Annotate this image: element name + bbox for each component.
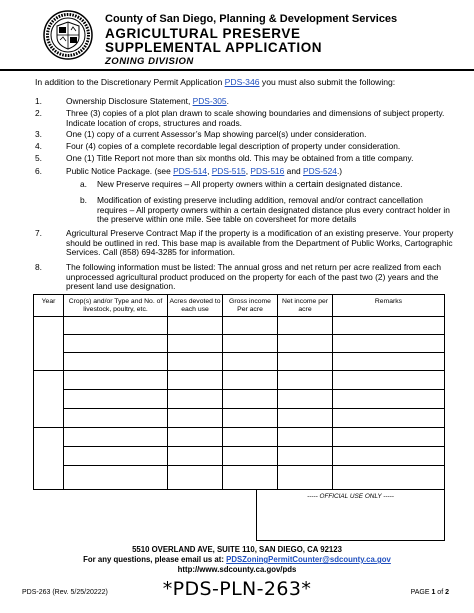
intro-text [35, 77, 395, 87]
pds-346-link[interactable]: PDS-346 [224, 77, 260, 87]
table-column-divider [277, 295, 278, 489]
sub-item-letter: a. [80, 179, 87, 189]
column-header-net-income: Net income per acre [281, 298, 329, 313]
item-text: The following information must be listed: The annual gross and net return per acre realized from each unprocessed agricultural product produced on the property for each of the past two (2) years and the present land use designation. [66, 262, 442, 292]
item-number: 3. [35, 129, 42, 139]
item-text-post: . [226, 96, 229, 106]
item-number: 5. [35, 153, 42, 163]
table-column-divider [167, 295, 168, 489]
form-barcode-text: *PDS-PLN-263* [162, 578, 312, 600]
table-row-line [64, 352, 445, 353]
pds-514-link[interactable]: PDS-514 [173, 166, 208, 176]
column-header-gross-income: Gross income Per acre [229, 298, 271, 313]
intro-after: you must also submit the following: [259, 77, 396, 87]
item-text [66, 97, 456, 107]
page-indicator [411, 589, 449, 596]
table-row-line [64, 446, 445, 447]
separator: , [245, 166, 251, 176]
item-text: One (1) copy of a current Assessor’s Map showing parcel(s) under consideration. [66, 129, 367, 139]
form-revision-id: PDS-263 (Rev. 5/25/20222) [22, 589, 108, 596]
contact-label: For any questions, please email us at: [83, 555, 227, 564]
item-text: Three (3) copies of a plot plan drawn to scale showing boundaries and dimensions of subject property. Indicate location of crops, structures and roads. [66, 108, 445, 128]
item-text-post: .) [336, 166, 343, 176]
page-total: 2 [445, 589, 449, 596]
sub-item-text-pre: New Preserve requires – All property owners within a [97, 179, 296, 189]
separator: , [207, 166, 212, 176]
website-url: http://www.sdcounty.ca.gov/pds [177, 565, 297, 574]
item-number: 2. [35, 108, 42, 118]
form-title-line2: SUPPLEMENTAL APPLICATION [105, 40, 323, 55]
sub-item-text-post: designated distance. [323, 179, 403, 189]
sub-item-text [97, 180, 455, 190]
table-row-line [64, 389, 445, 390]
organization-name: County of San Diego, Planning & Development Services [105, 13, 398, 25]
item-text: Agricultural Preserve Contract Map if the property is a modification of an existing preserve. Your property should be outlined in red. This base map is available from the Department of Public Works, Cartographic Services. Call (858) 694-3285 for information. [66, 228, 454, 258]
official-use-label: ----- OFFICIAL USE ONLY ----- [307, 493, 394, 500]
item-text-pre: Public Notice Package. (see [66, 166, 174, 176]
item-text: One (1) Title Report not more than six months old. This may be obtained from a title company. [66, 153, 414, 163]
page-number: 1 [431, 589, 436, 596]
intro-before: In addition to the Discretionary Permit Application [35, 77, 225, 87]
page-of: of [435, 589, 446, 596]
table-column-divider [63, 295, 64, 489]
column-header-year: Year [41, 298, 56, 305]
table-row-line [64, 408, 445, 409]
column-header-acres: Acres devoted to each use [169, 298, 221, 313]
sub-item-emphasis: certain [295, 179, 324, 189]
column-header-crops: Crop(s) and/or Type and No. of livestock, poultry, etc. [68, 298, 163, 313]
item-text-pre: Ownership Disclosure Statement, [66, 96, 193, 106]
separator: and [284, 166, 303, 176]
county-seal-icon [43, 10, 93, 60]
column-header-remarks: Remarks [374, 298, 403, 305]
table-row-line [64, 465, 445, 466]
item-text: Four (4) copies of a complete recordable legal description of property under consideration. [66, 141, 401, 151]
contact-line [0, 555, 474, 564]
table-header-divider [34, 316, 444, 317]
item-number: 7. [35, 228, 42, 238]
office-address: 5510 OVERLAND AVE, SUITE 110, SAN DIEGO, CA 92123 [132, 545, 342, 554]
table-column-divider [332, 295, 333, 489]
page-label: PAGE [410, 589, 432, 596]
form-title-line1: AGRICULTURAL PRESERVE [105, 26, 301, 41]
item-number: 6. [35, 166, 42, 176]
pds-516-link[interactable]: PDS-516 [250, 166, 285, 176]
table-row-line [64, 334, 445, 335]
contact-email-link[interactable]: PDSZoningPermitCounter@sdcounty.ca.gov [226, 555, 391, 564]
division-name: ZONING DIVISION [105, 56, 194, 67]
item-number: 4. [35, 141, 42, 151]
table-group-divider [34, 370, 444, 371]
table-group-divider [34, 427, 444, 428]
item-number: 8. [35, 262, 42, 272]
item-number: 1. [35, 96, 42, 106]
table-column-divider [222, 295, 223, 489]
sub-item-letter: b. [80, 195, 87, 205]
official-use-box [256, 489, 445, 541]
pds-305-link[interactable]: PDS-305 [192, 96, 227, 106]
header-divider [0, 69, 474, 71]
item-text [66, 167, 456, 177]
pds-515-link[interactable]: PDS-515 [211, 166, 246, 176]
sub-item-text: Modification of existing preserve including addition, removal and/or contract cancellation requires – All property owners within a certain designated distance plus every contract holder in the preserve within one mile. See table on coversheet for more details [97, 195, 450, 225]
crop-income-table [33, 294, 445, 490]
pds-524-link[interactable]: PDS-524 [302, 166, 337, 176]
